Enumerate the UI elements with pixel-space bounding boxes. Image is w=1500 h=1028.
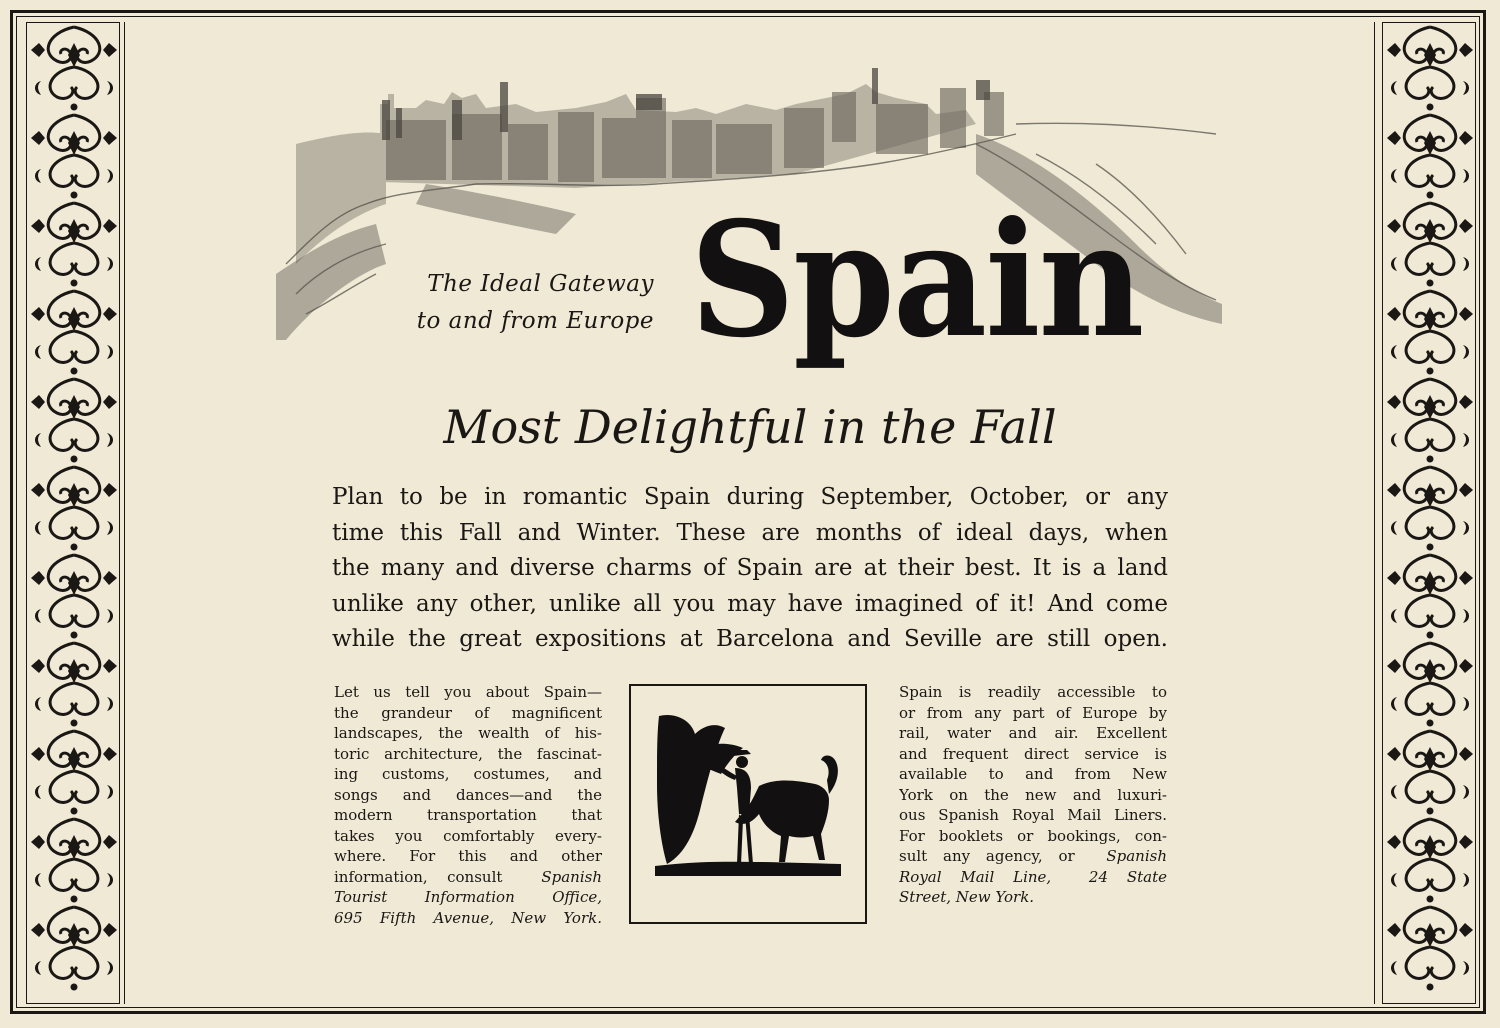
left-column-rule	[124, 22, 125, 1004]
column-line: where. For this and other	[334, 847, 602, 865]
column-line: ing customs, costumes, and	[334, 765, 602, 783]
column-line: or from any part of Europe by	[899, 703, 1167, 722]
line-name: Spanish	[1106, 847, 1167, 865]
column-line: modern transportation that	[334, 806, 602, 824]
line-address: 24 State	[1088, 867, 1167, 886]
office-name: Spanish	[541, 867, 602, 886]
tagline	[372, 266, 654, 340]
matador-and-bull-icon	[655, 714, 841, 886]
column-line	[334, 867, 602, 888]
column-line: takes you comfortably every-	[334, 826, 602, 845]
column-line	[899, 846, 1167, 867]
right-ornament-border	[1382, 22, 1476, 1004]
line-name-cont: Royal Mail Line,	[899, 867, 1052, 886]
matador-vignette	[629, 684, 867, 924]
column-line: Spain is readily accessible to	[899, 683, 1167, 701]
column-line: available to and from New	[899, 765, 1167, 783]
right-text-column	[899, 682, 1167, 908]
intro-line: time this Fall and Winter. These are months of ideal days, when	[332, 519, 1168, 546]
column-line: rail, water and air. Excellent	[899, 724, 1167, 742]
column-line: the grandeur of magnificent	[334, 703, 602, 722]
brand-title: Spain	[690, 188, 1143, 373]
intro-line: Plan to be in romantic Spain during September, October, or any	[332, 484, 1168, 510]
intro-line: while the great expositions at Barcelona and Seville are still open.	[332, 626, 1168, 652]
intro-paragraph	[332, 480, 1168, 658]
column-line: songs and dances—and the	[334, 785, 602, 804]
floral-scroll-icon	[27, 23, 120, 1004]
intro-line: unlike any other, unlike all you may have imagined of it! And come	[332, 590, 1168, 617]
column-line: Let us tell you about Spain—	[334, 683, 602, 701]
office-address: 695 Fifth Avenue, New York.	[334, 908, 602, 927]
left-ornament-border	[26, 22, 120, 1004]
tagline-line-2: to and from Europe	[416, 308, 654, 334]
line-address-end: Street, New York.	[899, 888, 1035, 906]
column-line: and frequent direct service is	[899, 744, 1167, 763]
column-line: For booklets or bookings, con-	[899, 826, 1167, 845]
column-text: information, consult	[334, 867, 503, 886]
office-name-line: Tourist Information Office,	[334, 888, 602, 906]
tagline-line-1: The Ideal Gateway	[427, 271, 654, 297]
left-text-column	[334, 682, 602, 928]
column-line: landscapes, the wealth of his-	[334, 724, 602, 742]
column-line	[899, 867, 1167, 888]
right-column-rule	[1374, 22, 1375, 1004]
column-text: sult any agency, or	[899, 847, 1075, 865]
intro-line: the many and diverse charms of Spain are at their best. It is a land	[332, 555, 1168, 581]
floral-scroll-icon	[1383, 23, 1476, 1004]
column-line: ous Spanish Royal Mail Liners.	[899, 806, 1167, 824]
column-line: toric architecture, the fascinat-	[334, 744, 602, 763]
headline: Most Delightful in the Fall	[443, 400, 1057, 454]
column-line: York on the new and luxuri-	[899, 785, 1167, 804]
